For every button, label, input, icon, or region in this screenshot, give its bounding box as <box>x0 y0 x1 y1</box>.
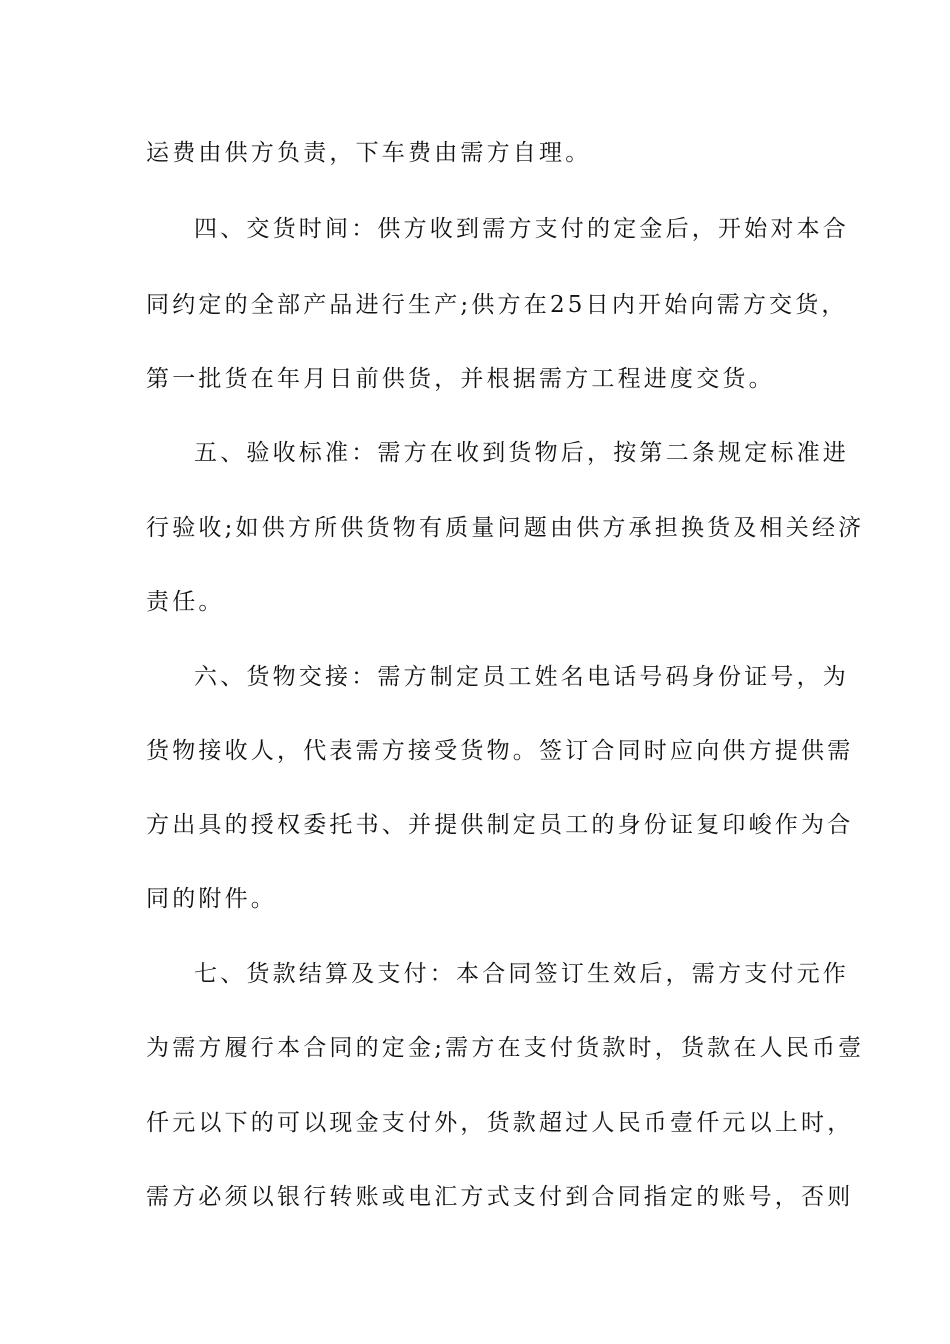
text-line: 四、交货时间：供方收到需方支付的定金后，开始对本合 <box>194 216 849 242</box>
text-line: 仟元以下的可以现金支付外，货款超过人民币壹仟元以上时， <box>146 1110 854 1136</box>
text-line: 行验收;如供方所供货物有质量问题由供方承担换货及相关经济 <box>146 515 865 541</box>
text-line: 需方必须以银行转账或电汇方式支付到合同指定的账号，否则 <box>146 1184 854 1210</box>
text-line: 同约定的全部产品进行生产;供方在25日内开始向需方交货， <box>146 292 848 318</box>
text-line: 同的附件。 <box>146 886 277 912</box>
text-line: 运费由供方负责，下车费由需方自理。 <box>146 140 592 166</box>
text-line: 五、验收标准：需方在收到货物后，按第二条规定标准进 <box>194 440 849 466</box>
text-line: 货物接收人，代表需方接受货物。签订合同时应向供方提供需 <box>146 738 854 764</box>
text-line: 六、货物交接：需方制定员工姓名电话号码身份证号，为 <box>194 664 849 690</box>
text-line: 为需方履行本合同的定金;需方在支付货款时，货款在人民币壹 <box>146 1035 865 1061</box>
text-line: 第一批货在年月日前供货，并根据需方工程进度交货。 <box>146 366 775 392</box>
text-line: 责任。 <box>146 589 225 615</box>
text-line: 七、货款结算及支付：本合同签订生效后，需方支付元作 <box>194 961 849 987</box>
text-line: 方出具的授权委托书、并提供制定员工的身份证复印峻作为合 <box>146 812 854 838</box>
